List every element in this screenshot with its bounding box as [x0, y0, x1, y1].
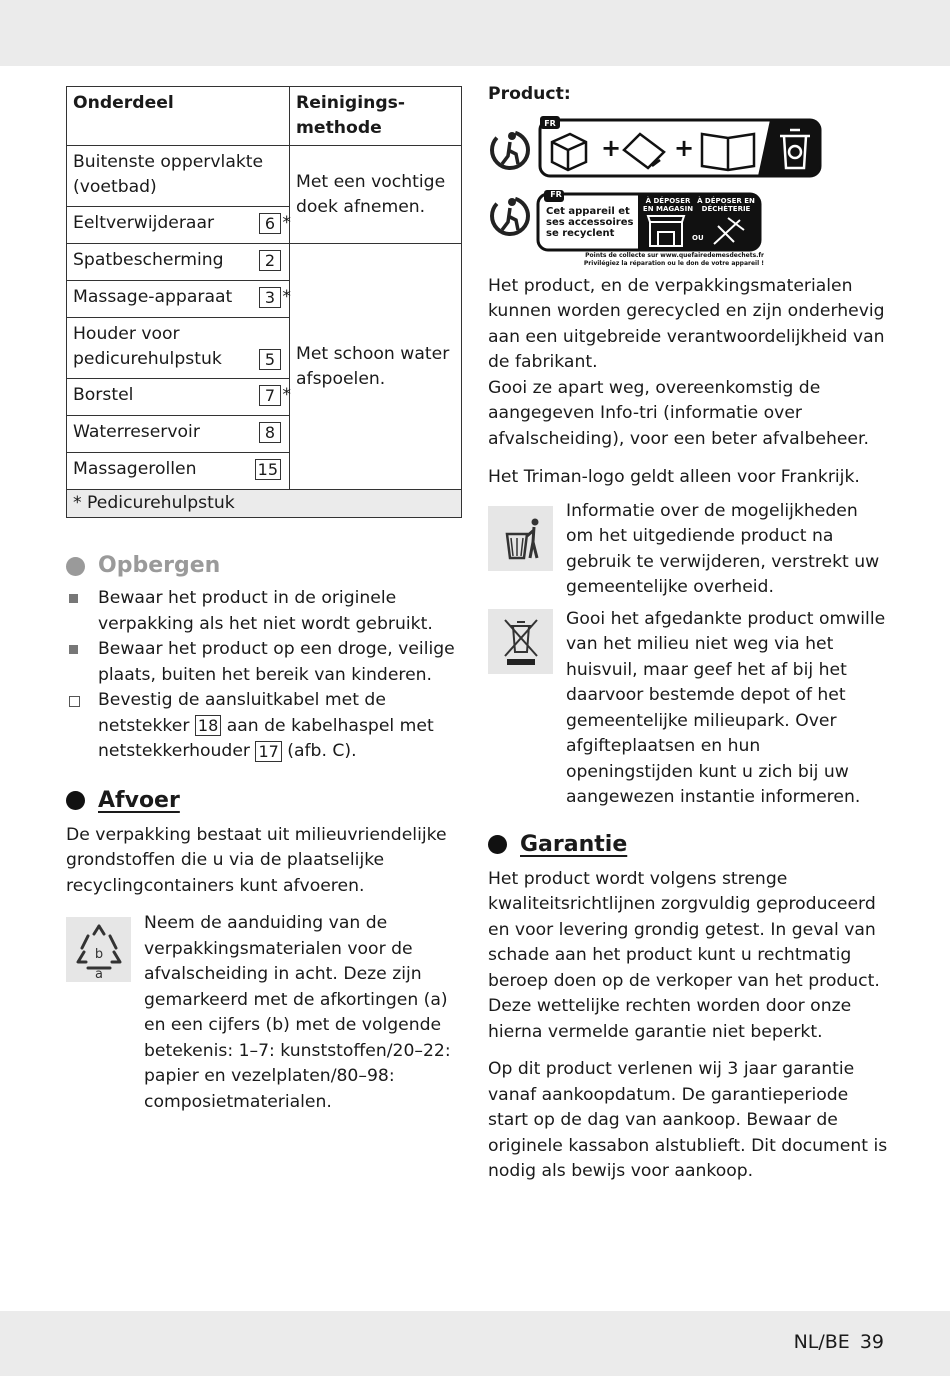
part-number: 8 [259, 422, 281, 443]
opbergen-section [66, 552, 462, 765]
svg-text:+: + [601, 133, 622, 162]
page-number: 39 [859, 1331, 884, 1353]
table-cell-part [67, 281, 290, 318]
table-cell-part [67, 379, 290, 416]
page-footer [784, 1331, 884, 1353]
list-item [66, 688, 462, 765]
crossed-bin-icon [488, 609, 553, 674]
disposal-info [488, 500, 888, 601]
table-footnote-row [67, 490, 462, 518]
triman-icon [492, 132, 528, 168]
garantie-para-1: Het product wordt volgens strenge kwaliteitsrichtlijnen zorgvuldig geproduceerd en voor levering grondig getest. In geval van schade aan het product kunt u rechtmatig beroep doen op de verkoper van het product. Deze wettelijke rechten worden door onze hierna vermelde garantie niet beperkt. [488, 868, 880, 1042]
fr-recycle-text: Cet appareil et ses accessoires se recyclent [546, 205, 634, 239]
table-header-part: Onderdeel [67, 87, 290, 146]
section-bullet-icon [66, 791, 85, 810]
collect-line-1: Points de collecte sur www.quefairedemesdechets.fr [585, 251, 764, 259]
garantie-section [488, 831, 888, 1185]
table-cell-part [67, 244, 290, 281]
collect-line-2: Privilégiez la réparation ou le don de votre appareil ! [583, 259, 764, 267]
part-number: 18 [195, 715, 221, 736]
part-number: 15 [255, 459, 281, 480]
part-number: 2 [259, 250, 281, 271]
table-header-method: Reinigings- methode [290, 87, 462, 146]
info-tri-appliance [488, 190, 888, 270]
footnote-star: * [282, 287, 291, 307]
list-item-text: Bevestig de aansluitkabel met de netstekker [98, 690, 386, 736]
fr-badge-text: FR [550, 189, 562, 199]
part-label: Massage-apparaat [73, 287, 233, 307]
part-number: 3 [259, 287, 281, 308]
opbergen-title: Opbergen [98, 553, 221, 578]
right-column [488, 82, 888, 1185]
recycling-info [66, 911, 462, 1115]
part-label: Massagerollen [73, 459, 197, 479]
part-number: 5 [259, 349, 281, 370]
info-tri-packaging [488, 116, 888, 182]
header-band [0, 0, 950, 66]
product-para-3: Het Triman-logo geldt alleen voor Frankrijk. [488, 467, 860, 487]
weee-text: Gooi het afgedankte product omwille van het milieu niet weg via het huisvuil, maar geef het af bij het daarvoor bestemde depot of het gemeentelijke milieupark. Over afgifteplaatsen en hun openingstijden kunt u zich bij uw aangewezen instantie informeren. [566, 608, 886, 807]
table-cell-part [67, 146, 290, 207]
table-header-row [67, 87, 462, 146]
recycling-triangle-icon [66, 917, 131, 982]
garantie-para-2: Op dit product verlenen wij 3 jaar garantie vanaf aankoopdatum. De garantieperiode start op de dag van aankoop. Bewaar de originele kassabon alstublieft. Dit document is nodig als bewijs voor aankoop. [488, 1059, 888, 1181]
collect-info [546, 252, 764, 268]
product-label: Product: [488, 84, 571, 104]
left-column [66, 86, 462, 1115]
footer-language: NL/BE [793, 1331, 850, 1353]
garantie-heading [488, 831, 888, 859]
table-cell-part [67, 453, 290, 490]
disposal-text: Informatie over de mogelijkheden om het uitgediende product na gebruik te verwijderen, verstrekt uw gemeentelijke overheid. [566, 500, 880, 597]
garantie-title: Garantie [520, 831, 628, 857]
table-cell-method: Met schoon water afspoelen. [290, 244, 462, 490]
part-label: Borstel [73, 385, 134, 405]
table-cell-method: Met een vochtige doek afnemen. [290, 146, 462, 244]
list-item: Bewaar het product in de originele verpakking als het niet wordt gebruikt. [66, 586, 462, 637]
ou-text: OU [692, 233, 704, 242]
recycle-code-b: b [94, 946, 103, 962]
section-bullet-icon [488, 835, 507, 854]
part-label: Eeltverwijderaar [73, 213, 215, 233]
part-label: Houder voor pedicurehulpstuk [73, 324, 222, 369]
person-bin-icon [488, 506, 553, 571]
table-row [67, 244, 462, 281]
product-para-2: Gooi ze apart weg, overeenkomstig de aangegeven Info-tri (informatie over afvalscheiding), voor een beter afvalbeheer. [488, 377, 869, 449]
part-number: 17 [255, 741, 281, 762]
afvoer-title: Afvoer [98, 787, 180, 813]
part-label: Waterreservoir [73, 422, 200, 442]
deposer-decheterie-text: À DÉPOSER EN DÉCHÈTERIE [697, 196, 755, 213]
deposer-magasin-text: À DÉPOSER EN MAGASIN [642, 196, 694, 213]
list-item: Bewaar het product op een droge, veilige plaats, buiten het bereik van kinderen. [66, 637, 462, 688]
fr-badge-text: FR [544, 118, 556, 128]
opbergen-heading [66, 552, 462, 580]
afvoer-heading [66, 787, 462, 815]
part-number: 6 [259, 213, 281, 234]
opbergen-list [66, 586, 462, 765]
table-cell-part [67, 318, 290, 379]
part-label: Buitenste oppervlakte (voetbad) [73, 152, 264, 197]
footnote-star: * [282, 385, 291, 405]
weee-info [488, 608, 888, 811]
table-row [67, 146, 462, 207]
list-item-text: aan de kabelhaspel met netstekkerhouder [98, 715, 434, 761]
cleaning-table [66, 86, 462, 518]
part-label: Spatbescherming [73, 250, 224, 270]
afvoer-intro: De verpakking bestaat uit milieuvriendelijke grondstoffen die u via de plaatselijke recyclingcontainers kunt afvoeren. [66, 824, 447, 896]
recycling-text: Neem de aanduiding van de verpakkingsmaterialen voor de afvalscheiding in acht. Deze zijn gemarkeerd met de afkortingen (a) en een cijfers (b) met de volgende betekenis: 1–7: kunststoffen/20–22: papier en vezelplaten/80–98: composietmaterialen. [144, 913, 451, 1112]
section-bullet-icon [66, 557, 85, 576]
footnote-star: * [282, 213, 291, 233]
table-cell-part [67, 207, 290, 244]
table-footnote: * Pedicurehulpstuk [67, 490, 462, 518]
part-number: 7 [259, 385, 281, 406]
triman-icon [492, 198, 528, 234]
product-para-1: Het product, en de verpakkingsmaterialen kunnen worden gerecycled en zijn onderhevig aan een uitgebreide verantwoordelijkheid van de fabrikant. [488, 275, 885, 372]
table-cell-part [67, 416, 290, 453]
svg-text:+: + [674, 133, 695, 162]
afvoer-section [66, 787, 462, 1116]
list-item-text: (afb. C). [287, 741, 357, 761]
recycle-code-a: a [94, 966, 103, 978]
